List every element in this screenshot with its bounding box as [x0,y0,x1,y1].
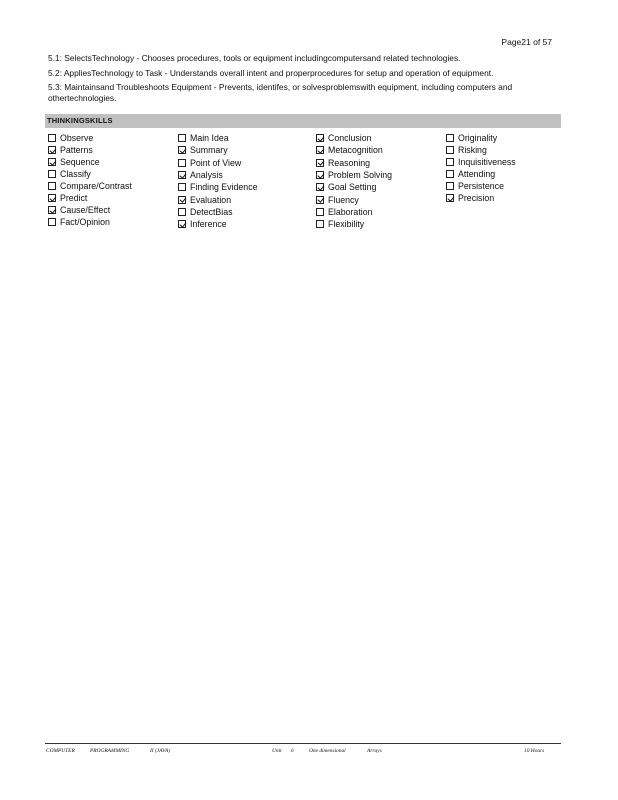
unchecked-checkbox-icon[interactable] [48,170,56,178]
footer-unit-1: Unit [272,748,282,754]
unchecked-checkbox-icon[interactable] [316,220,324,228]
skill-item [48,192,132,204]
skill-label: Originality [458,133,498,143]
skills-column-1 [48,132,132,228]
skill-label: Sequence [60,157,100,167]
unchecked-checkbox-icon[interactable] [446,170,454,178]
footer-unit-3: One dimensional [309,748,346,754]
thinking-skills-grid [48,132,558,232]
skill-item [48,216,132,228]
page-number: Page21 of 57 [501,37,552,47]
unchecked-checkbox-icon[interactable] [48,218,56,226]
footer-course-3: II (JAVA) [150,748,171,754]
skill-item [48,156,132,168]
skill-item [446,168,516,180]
skill-label: Goal Setting [328,182,377,193]
checked-checkbox-icon[interactable] [178,146,186,154]
skill-label: Cause/Effect [60,205,111,215]
unchecked-checkbox-icon[interactable] [446,134,454,142]
standard-5-2: 5.2: AppliesTechnology to Task - Understands overall intent and properprocedures for setup and operation of equipment. [48,67,494,78]
skill-item [48,204,132,216]
unchecked-checkbox-icon[interactable] [446,158,454,166]
skill-label: Point of View [190,157,242,168]
skill-item [316,144,392,156]
unchecked-checkbox-icon[interactable] [178,183,186,191]
skill-label: Inquisitiveness [458,157,516,167]
standard-5-1: 5.1: SelectsTechnology - Chooses procedures, tools or equipment includingcomputersand related technologies. [48,53,461,63]
skill-label: Analysis [190,170,223,181]
skill-item [446,132,516,144]
skill-label: Reasoning [328,157,371,168]
skill-item [316,218,392,230]
unchecked-checkbox-icon[interactable] [446,182,454,190]
skill-label: Conclusion [328,133,372,144]
skill-label: Flexibility [328,219,365,230]
skill-item [178,144,257,156]
footer-course-1: COMPUTER [46,748,75,754]
standard-5-3: 5.3: Maintainsand Troubleshoots Equipment - Prevents, identifes, or solvesproblemswith equipment, including computers and othertechnologies. [48,82,513,103]
skill-item [316,169,392,181]
skill-item [316,206,392,218]
skill-label: Problem Solving [328,170,393,181]
standards-list [48,53,558,108]
thinking-skills-header [45,114,561,128]
skill-label: Patterns [60,145,93,155]
unchecked-checkbox-icon[interactable] [48,182,56,190]
skill-item [178,218,257,230]
checked-checkbox-icon[interactable] [316,146,324,154]
checked-checkbox-icon[interactable] [178,171,186,179]
checked-checkbox-icon[interactable] [316,134,324,142]
skill-label: DetectBias [190,206,233,217]
skill-label: Predict [60,193,88,203]
checked-checkbox-icon[interactable] [446,194,454,202]
skill-label: Fact/Opinion [60,217,110,227]
skill-label: Summary [190,145,228,156]
skills-column-2 [178,132,257,230]
skill-label: Evaluation [190,194,232,205]
checked-checkbox-icon[interactable] [316,159,324,167]
unchecked-checkbox-icon[interactable] [178,134,186,142]
footer-unit-2: 6 [291,748,294,754]
skill-label: Risking [458,145,487,155]
skill-label: Persistence [458,181,504,191]
unchecked-checkbox-icon[interactable] [48,134,56,142]
unchecked-checkbox-icon[interactable] [178,208,186,216]
skill-item [316,157,392,169]
skill-item [48,168,132,180]
skill-item [446,192,516,204]
skill-item [446,180,516,192]
skill-item [178,206,257,218]
skill-item [178,169,257,181]
footer-unit-4: Arrays [367,748,382,754]
skill-item [48,132,132,144]
checked-checkbox-icon[interactable] [48,206,56,214]
checked-checkbox-icon[interactable] [316,183,324,191]
footer-course-2: PROGRAMMING [90,748,130,754]
skill-item [316,193,392,205]
skill-label: Inference [190,219,227,230]
unchecked-checkbox-icon[interactable] [178,159,186,167]
checked-checkbox-icon[interactable] [178,196,186,204]
checked-checkbox-icon[interactable] [316,171,324,179]
skill-label: Attending [458,169,496,179]
unchecked-checkbox-icon[interactable] [316,208,324,216]
skill-item [48,144,132,156]
skill-item [178,181,257,193]
skill-item [446,156,516,168]
footer-rule [45,743,561,744]
skill-label: Fluency [328,194,359,205]
skill-label: Metacognition [328,145,383,156]
skill-label: Elaboration [328,206,373,217]
skill-item [178,132,257,144]
skill-item [316,181,392,193]
unchecked-checkbox-icon[interactable] [446,146,454,154]
skill-label: Finding Evidence [190,182,258,193]
checked-checkbox-icon[interactable] [316,196,324,204]
skills-column-4 [446,132,516,204]
skill-label: Classify [60,169,91,179]
checked-checkbox-icon[interactable] [48,158,56,166]
skill-item [316,132,392,144]
skill-item [48,180,132,192]
skill-item [178,157,257,169]
skill-item [446,144,516,156]
footer-hours: 10 Hours [524,748,545,754]
skill-label: Compare/Contrast [60,181,132,191]
section-title: THINKINGSKILLS [47,116,113,125]
skill-item [178,193,257,205]
checked-checkbox-icon[interactable] [48,146,56,154]
checked-checkbox-icon[interactable] [48,194,56,202]
checked-checkbox-icon[interactable] [178,220,186,228]
skill-label: Observe [60,133,94,143]
skills-column-3 [316,132,392,230]
skill-label: Main Idea [190,133,229,144]
skill-label: Precision [458,193,495,203]
